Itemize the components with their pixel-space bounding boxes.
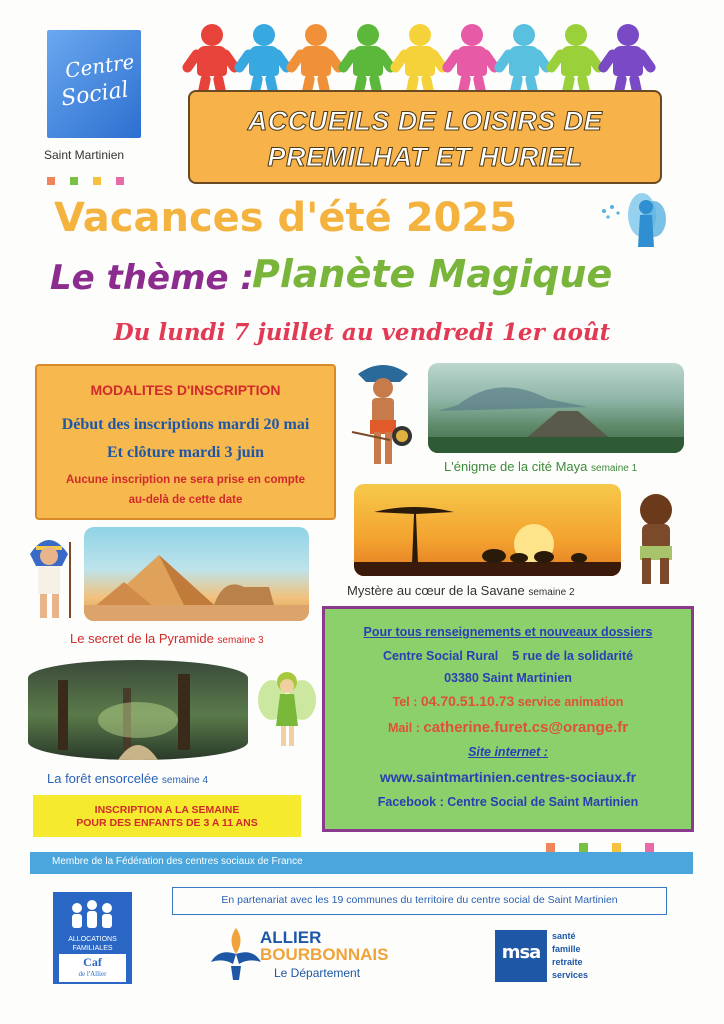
pyramid-photo (84, 527, 309, 621)
week2-caption (347, 583, 575, 598)
info-tel[interactable]: 04.70.51.10.73 (420, 693, 515, 709)
msa-logo-text: msa (501, 942, 541, 963)
info-city: 03380 Saint Martinien (444, 671, 572, 685)
msa-line4: services (552, 970, 589, 980)
info-site-label: Site internet : (468, 745, 548, 759)
banner-line2: PREMILHAT ET HURIEL (267, 142, 583, 172)
theme-label: Le thème : (50, 258, 254, 298)
week1-number: semaine 1 (591, 463, 638, 474)
week3-caption (70, 631, 264, 646)
federation-bar (30, 852, 693, 874)
forest-fairy-illustration (256, 664, 316, 750)
inscription-note-line1: INSCRIPTION A LA SEMAINE (94, 804, 240, 816)
info-tel-label: Tel : (392, 695, 418, 709)
week4-title: La forêt ensorcelée (47, 771, 159, 786)
theme-name: Planète Magique (252, 252, 613, 296)
centre-social-logo (47, 30, 141, 138)
vacances-title: Vacances d'été 2025 (54, 195, 518, 241)
caf-line4: de l'Allier (78, 970, 107, 978)
modalites-start: Début des inscriptions mardi 20 mai (61, 416, 310, 433)
allier-line2: BOURBONNAIS (260, 945, 389, 964)
fleur-de-lis-icon (205, 924, 267, 984)
partnership-text: En partenariat avec les 19 communes du territoire du centre social de Saint Martinien (221, 894, 618, 906)
info-mail-label: Mail : (387, 721, 420, 735)
savane-child-illustration (626, 488, 684, 588)
caf-line1: ALLOCATIONS (68, 936, 117, 943)
msa-line3: retraite (552, 957, 583, 967)
logo-color-dots (47, 170, 139, 189)
modalites-box (35, 364, 336, 520)
msa-services (552, 930, 588, 982)
modalites-title: MODALITES D'INSCRIPTION (90, 382, 281, 398)
info-facebook[interactable]: Facebook : Centre Social de Saint Martinien (377, 795, 639, 809)
week1-title: L'énigme de la cité Maya (444, 459, 588, 474)
week3-number: semaine 3 (217, 635, 264, 646)
info-tel-suffix: service animation (517, 695, 624, 709)
caf-line3: Caf (83, 955, 102, 969)
modalites-warning-2: au-delà de cette date (128, 494, 243, 506)
logo-line1: Centre (63, 49, 136, 83)
banner-line1: ACCUEILS DE LOISIRS DE (247, 106, 603, 136)
savane-photo (354, 484, 621, 576)
federation-text: Membre de la Fédération des centres sociaux de France (52, 856, 303, 867)
info-site[interactable]: www.saintmartinien.centres-sociaux.fr (379, 769, 637, 785)
allier-line3: Le Département (274, 966, 361, 980)
info-tel-line (325, 693, 691, 709)
week1-caption (444, 459, 637, 474)
pharaoh-illustration (22, 528, 76, 622)
week4-caption (47, 771, 208, 786)
caf-family-icon (53, 896, 132, 936)
dates-line: Du lundi 7 juillet au vendredi 1er août (113, 319, 611, 346)
week4-number: semaine 4 (161, 775, 209, 786)
maya-warrior-illustration (350, 360, 416, 472)
info-address-line (325, 649, 691, 663)
msa-logo (495, 930, 547, 982)
msa-line2: famille (552, 944, 581, 954)
week3-title: Le secret de la Pyramide (70, 631, 214, 646)
forest-photo (28, 660, 248, 760)
info-org: Centre Social Rural (382, 649, 499, 663)
info-heading: Pour tous renseignements et nouveaux dossiers (363, 625, 653, 639)
inscription-note-line2: POUR DES ENFANTS DE 3 A 11 ANS (76, 817, 258, 829)
msa-line1: santé (552, 931, 576, 941)
logo-subtitle: Saint Martinien (44, 148, 125, 162)
contact-info-box (322, 606, 694, 832)
modalites-close: Et clôture mardi 3 juin (106, 444, 265, 461)
caf-line2: FAMILIALES (72, 945, 113, 952)
partnership-box (172, 887, 667, 915)
week2-number: semaine 2 (528, 587, 575, 598)
week2-title: Mystère au cœur de la Savane (347, 583, 525, 598)
logo-line2: Social (59, 77, 131, 112)
maya-photo (428, 363, 684, 453)
allier-line1: ALLIER (260, 928, 322, 947)
info-mail-line (325, 719, 691, 736)
info-mail[interactable]: catherine.furet.cs@orange.fr (423, 719, 629, 736)
caf-logo (53, 892, 132, 984)
modalites-warning-1: Aucune inscription ne sera prise en compte (65, 474, 305, 486)
title-banner (188, 90, 662, 184)
info-street: 5 rue de la solidarité (512, 649, 634, 663)
inscription-note (33, 795, 301, 837)
